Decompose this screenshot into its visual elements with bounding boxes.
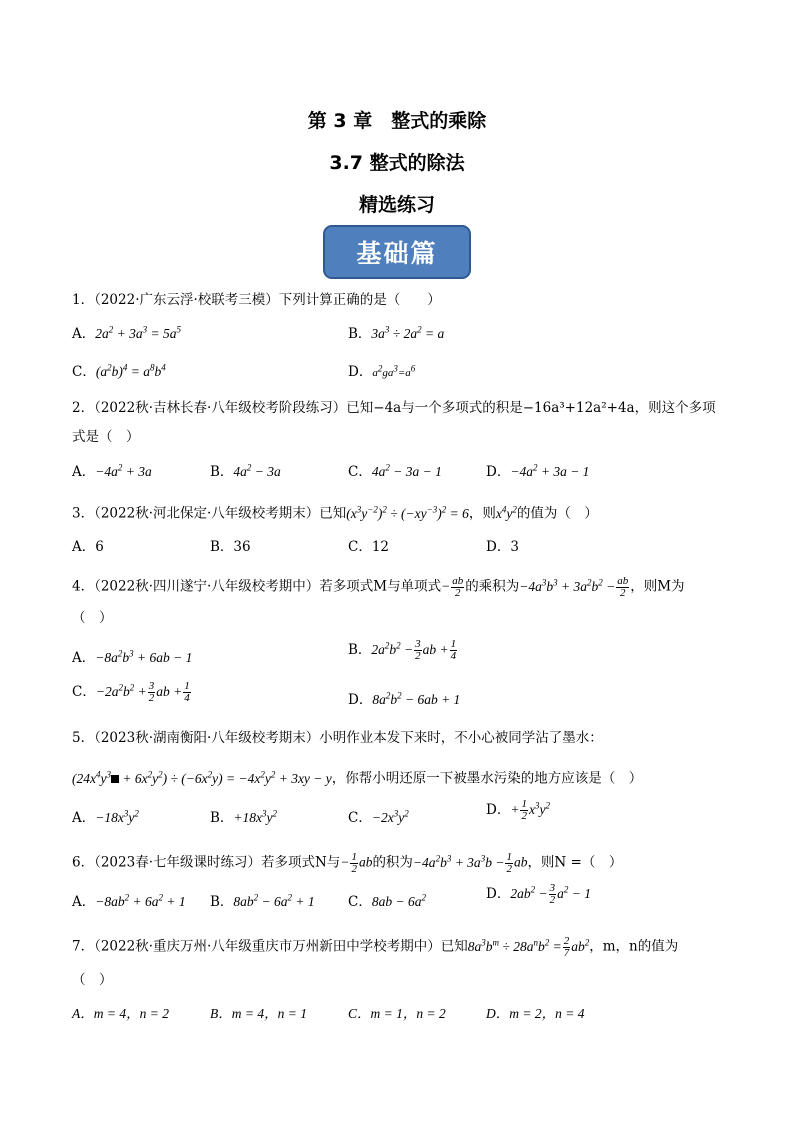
question-7: 7．（2022秋·重庆万州·八年级重庆市万州新田中学校考期中）已知$8a^3b^m \div 28a^nb^2$ = $\frac{2}{7}$ $ab^2$，m，n的值为: [72, 934, 679, 959]
question-4-options-row-1: [72, 638, 732, 670]
option-d[interactable]: D．m = 2，n = 4: [486, 1006, 585, 1021]
option-b[interactable]: B．36: [210, 539, 251, 555]
section-title: 3.7 整式的除法: [329, 152, 465, 174]
question-1: 1．（2022·广东云浮·校联考三模）下列计算正确的是（ ）: [72, 292, 441, 308]
option-b[interactable]: B．$4a^2 - 3a$: [210, 462, 281, 480]
option-b[interactable]: B．$2a^2b^2$ − $\frac{3}{2}$ ab + $\frac{1}{4}$: [348, 638, 457, 662]
question-2: 2．（2022秋·吉林长春·八年级校考阶段练习）已知−4a与一个多项式的积是−16a³+12a²+4a，则这个多项: [72, 400, 716, 416]
question-3-options: [72, 535, 732, 559]
option-c[interactable]: C．$8ab - 6a^2$: [348, 892, 426, 910]
option-d[interactable]: D．$2ab^2$ − $\frac{3}{2}$ $a^2 - 1$: [486, 882, 591, 906]
question-7-options: [72, 1002, 732, 1026]
option-a[interactable]: A．$-8ab^2 + 6a^2 + 1$: [72, 892, 186, 910]
option-a[interactable]: A．$-8a^2b^3 + 6ab - 1$: [72, 648, 193, 666]
question-2-options: [72, 460, 732, 484]
question-6: 6．（2023春·七年级课时练习）若多项式N与− $\frac{1}{2}$ ab的积为$-4a^2b^3 + 3a^3b$ − $\frac{1}{2}$ ab，则N =（ ）: [72, 850, 623, 875]
option-a[interactable]: A．m = 4，n = 2: [72, 1006, 169, 1021]
question-4: 4．（2022秋·四川遂宁·八年级校考期中）若多项式M与单项式− $\frac{ab}{2}$ 的乘积为$-4a^3b^3 + 3a^2b^2$ − $\frac{ab}{2}$ ，则M为: [72, 574, 685, 599]
option-d[interactable]: D．$-4a^2 + 3a - 1$: [486, 462, 590, 480]
question-6-options: [72, 882, 732, 914]
question-5-options: [72, 798, 732, 830]
option-c[interactable]: C．$(a^2b)^4 = a^8b^4$: [72, 362, 166, 380]
option-d[interactable]: D．3: [486, 539, 519, 555]
question-5: 5．（2023秋·湖南衡阳·八年级校考期末）小明作业本发下来时，不小心被同学沾了墨水：: [72, 730, 603, 746]
question-3: 3．（2022秋·河北保定·八年级校考期末）已知$(x^3y^{-2})^2 \div (-xy^{-3})^2 = 6$，则$x^4y^2$的值为（ ）: [72, 504, 598, 522]
option-b[interactable]: B．$8ab^2 - 6a^2 + 1$: [210, 892, 315, 910]
question-4-line-2: （ ）: [72, 610, 113, 626]
question-1-options-row-2: [72, 360, 732, 384]
option-b[interactable]: B．$+18x^3y^2$: [210, 808, 278, 826]
option-a[interactable]: A．$-18x^3y^2$: [72, 808, 139, 826]
question-4-options-row-2: [72, 680, 732, 712]
option-b[interactable]: B．m = 4，n = 1: [210, 1006, 307, 1021]
option-c[interactable]: C．$4a^2 - 3a - 1$: [348, 462, 442, 480]
option-d[interactable]: D．+ $\frac{1}{2}$ $x^3y^2$: [486, 798, 550, 822]
option-c[interactable]: C．m = 1，n = 2: [348, 1006, 446, 1021]
question-7-line-2: （ ）: [72, 972, 113, 988]
question-1-options-row-1: [72, 322, 732, 346]
option-a[interactable]: A．$2a^2 + 3a^3 = 5a^5$: [72, 324, 181, 342]
option-c[interactable]: C．12: [348, 539, 390, 555]
option-c[interactable]: C．$-2x^3y^2$: [348, 808, 409, 826]
option-a[interactable]: A．6: [72, 539, 104, 555]
option-d[interactable]: D．$a^2ga^3=a^6$: [348, 363, 416, 380]
level-badge: 基础篇: [323, 225, 471, 279]
option-d[interactable]: D．$8a^2b^2 - 6ab + 1$: [348, 690, 461, 708]
option-c[interactable]: C．$-2a^2b^2$ + $\frac{3}{2}$ ab + $\frac{1}{4}$: [72, 680, 190, 704]
option-a[interactable]: A．$-4a^2 + 3a$: [72, 462, 152, 480]
chapter-title: 第 3 章 整式的乘除: [307, 110, 487, 132]
question-5-line-2: $(24x^4y^3 + 6x^2y^2) \div (-6x^2y) = -4x^2y^2 + 3xy - y$，你帮小明还原一下被墨水污染的地方应该是（ ）: [72, 769, 643, 787]
option-b[interactable]: B．$3a^3 \div 2a^2 = a$: [348, 324, 445, 342]
question-2-line-2: 式是（ ）: [72, 429, 140, 445]
ink-blot-icon: [111, 775, 119, 783]
worksheet-subtitle: 精选练习: [358, 194, 435, 216]
